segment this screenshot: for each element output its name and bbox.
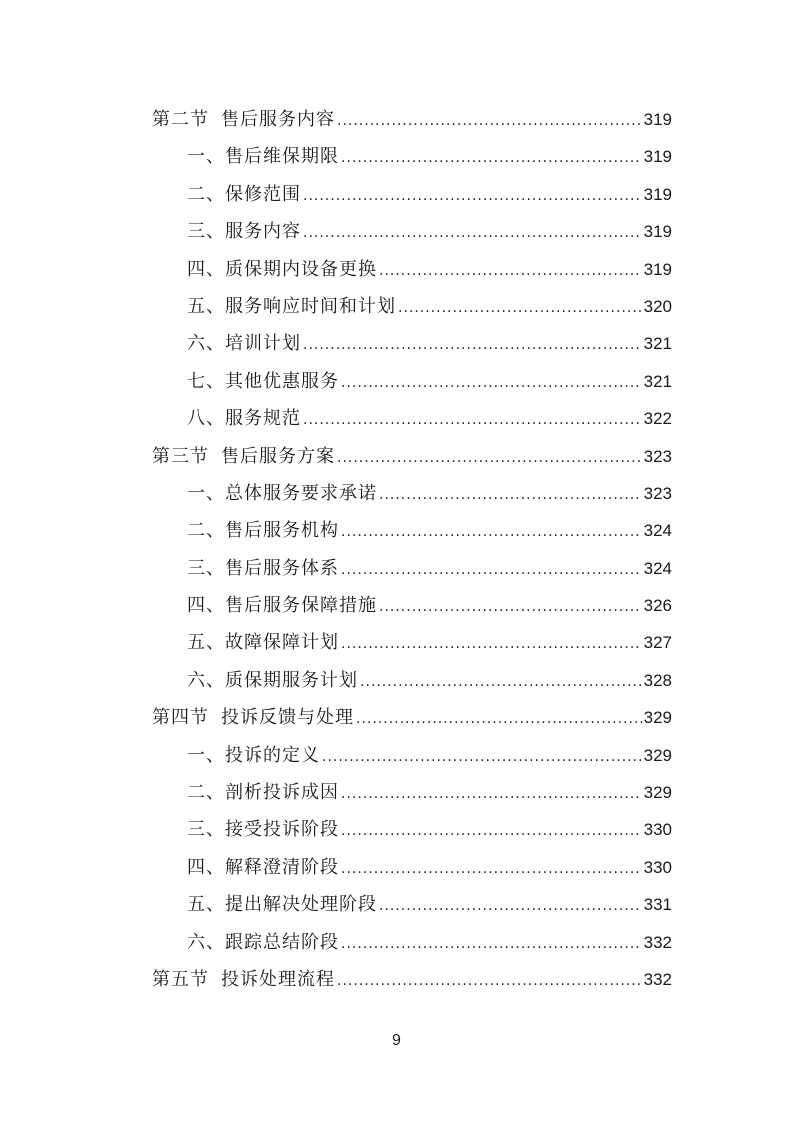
toc-entry-label bbox=[187, 662, 358, 699]
toc-entry-label bbox=[187, 176, 301, 213]
toc-entry-title: 质保期内设备更换 bbox=[225, 258, 377, 280]
toc-entry-number: 六、 bbox=[187, 669, 225, 691]
toc-entry-page: 321 bbox=[643, 371, 672, 391]
dot-leader bbox=[303, 402, 642, 439]
toc-entry-page: 329 bbox=[643, 745, 672, 765]
toc-entry[interactable] bbox=[152, 512, 672, 549]
toc-entry-label bbox=[152, 961, 335, 998]
toc-entry-number: 二、 bbox=[187, 782, 225, 804]
dot-leader bbox=[303, 327, 642, 364]
toc-entry-page: 330 bbox=[643, 857, 672, 877]
toc-entry-title: 售后服务体系 bbox=[225, 557, 339, 579]
toc-entry-page: 322 bbox=[643, 409, 672, 429]
toc-entry-page: 332 bbox=[643, 932, 672, 952]
toc-entry[interactable] bbox=[152, 363, 672, 400]
toc-entry-number: 一、 bbox=[187, 744, 225, 766]
toc-entry-label bbox=[187, 737, 320, 774]
toc-entry-title: 服务规范 bbox=[225, 408, 301, 430]
dot-leader bbox=[356, 701, 642, 738]
toc-entry-page: 320 bbox=[643, 296, 672, 316]
dot-leader bbox=[341, 926, 642, 963]
dot-leader bbox=[341, 140, 642, 177]
dot-leader bbox=[379, 253, 642, 290]
toc-entry-number: 四、 bbox=[187, 595, 225, 617]
toc-entry-number: 六、 bbox=[187, 931, 225, 953]
dot-leader bbox=[303, 178, 642, 215]
toc-entry-title: 跟踪总结阶段 bbox=[225, 931, 339, 953]
toc-entry[interactable] bbox=[152, 213, 672, 250]
toc-entry-title: 售后服务机构 bbox=[225, 520, 339, 542]
toc-entry-page: 323 bbox=[643, 483, 672, 503]
toc-entry[interactable] bbox=[152, 438, 672, 475]
toc-entry-label bbox=[187, 924, 339, 961]
toc-entry-number: 一、 bbox=[187, 146, 225, 168]
toc-entry-title: 服务内容 bbox=[225, 221, 301, 243]
toc-entry-title: 服务响应时间和计划 bbox=[225, 295, 396, 317]
toc-entry-page: 329 bbox=[643, 708, 672, 728]
toc-entry-label bbox=[187, 811, 339, 848]
toc-entry-page: 319 bbox=[643, 259, 672, 279]
toc-entry-page: 321 bbox=[643, 334, 672, 354]
toc-entry-number: 四、 bbox=[187, 856, 225, 878]
toc-entry-page: 319 bbox=[643, 222, 672, 242]
toc-entry-page: 330 bbox=[643, 820, 672, 840]
toc-entry[interactable] bbox=[152, 325, 672, 362]
toc-entry-label bbox=[187, 550, 339, 587]
dot-leader bbox=[379, 477, 642, 514]
toc-entry[interactable] bbox=[152, 251, 672, 288]
toc-entry[interactable] bbox=[152, 475, 672, 512]
toc-entry-label bbox=[187, 587, 377, 624]
toc-entry-title: 培训计划 bbox=[225, 333, 301, 355]
toc-entry-title: 保修范围 bbox=[225, 183, 301, 205]
toc-entry-title: 投诉处理流程 bbox=[221, 968, 335, 990]
toc-entry-number: 三、 bbox=[187, 557, 225, 579]
toc-entry[interactable] bbox=[152, 176, 672, 213]
toc-entry[interactable] bbox=[152, 587, 672, 624]
toc-entry[interactable] bbox=[152, 101, 672, 138]
toc-entry-page: 332 bbox=[643, 969, 672, 989]
toc-entry-number: 六、 bbox=[187, 333, 225, 355]
toc-entry-number: 三、 bbox=[187, 221, 225, 243]
dot-leader bbox=[337, 963, 642, 1000]
toc-entry-title: 售后维保期限 bbox=[225, 146, 339, 168]
toc-entry-label bbox=[187, 400, 301, 437]
toc-entry-label bbox=[187, 138, 339, 175]
toc-entry-page: 327 bbox=[643, 633, 672, 653]
dot-leader bbox=[322, 739, 642, 776]
toc-entry-page: 319 bbox=[643, 184, 672, 204]
toc-entry-label bbox=[187, 512, 339, 549]
dot-leader bbox=[360, 664, 642, 701]
toc-entry-title: 提出解决处理阶段 bbox=[225, 894, 377, 916]
toc-entry[interactable] bbox=[152, 849, 672, 886]
toc-entry-label bbox=[152, 699, 354, 736]
toc-entry-title: 其他优惠服务 bbox=[225, 370, 339, 392]
dot-leader bbox=[341, 514, 642, 551]
toc-entry-label bbox=[187, 288, 396, 325]
toc-entry[interactable] bbox=[152, 288, 672, 325]
dot-leader bbox=[337, 440, 642, 477]
toc-entry-number: 第五节 bbox=[152, 968, 209, 990]
dot-leader bbox=[379, 888, 642, 925]
toc-entry-number: 七、 bbox=[187, 370, 225, 392]
toc-entry-title: 售后服务保障措施 bbox=[225, 595, 377, 617]
page-number: 9 bbox=[392, 1032, 401, 1049]
toc-entry-label bbox=[187, 363, 339, 400]
toc-entry-label bbox=[152, 101, 335, 138]
toc-entry-page: 319 bbox=[643, 147, 672, 167]
toc-entry[interactable] bbox=[152, 811, 672, 848]
toc-entry-number: 四、 bbox=[187, 258, 225, 280]
toc-entry-title: 售后服务内容 bbox=[221, 109, 335, 130]
toc-entry[interactable] bbox=[152, 400, 672, 437]
dot-leader bbox=[303, 215, 642, 252]
toc-entry-number: 五、 bbox=[187, 894, 225, 916]
dot-leader bbox=[341, 776, 642, 813]
toc-entry-page: 326 bbox=[643, 596, 672, 616]
toc-entry-page: 324 bbox=[643, 558, 672, 578]
toc-entry[interactable] bbox=[152, 662, 672, 699]
toc-entry-title: 总体服务要求承诺 bbox=[225, 482, 377, 504]
toc-entry-page: 323 bbox=[643, 446, 672, 466]
dot-leader bbox=[341, 626, 642, 663]
toc-entry[interactable] bbox=[152, 961, 672, 998]
toc-entry-title: 接受投诉阶段 bbox=[225, 819, 339, 841]
toc-entry-number: 第三节 bbox=[152, 445, 209, 467]
toc-entry-label bbox=[187, 475, 377, 512]
toc-entry-label bbox=[187, 213, 301, 250]
table-of-contents bbox=[152, 101, 672, 998]
toc-entry-number: 二、 bbox=[187, 520, 225, 542]
toc-entry[interactable] bbox=[152, 138, 672, 175]
toc-entry-label bbox=[187, 624, 339, 661]
toc-entry[interactable] bbox=[152, 886, 672, 923]
toc-entry-title: 故障保障计划 bbox=[225, 632, 339, 654]
toc-entry-label bbox=[187, 774, 339, 811]
toc-entry-label bbox=[152, 438, 335, 475]
dot-leader bbox=[341, 365, 642, 402]
toc-entry-page: 319 bbox=[643, 110, 672, 129]
toc-entry-title: 投诉反馈与处理 bbox=[221, 707, 354, 729]
dot-leader bbox=[341, 813, 642, 850]
toc-entry[interactable] bbox=[152, 624, 672, 661]
toc-entry[interactable] bbox=[152, 550, 672, 587]
toc-entry-number: 第二节 bbox=[152, 109, 209, 130]
toc-entry-number: 三、 bbox=[187, 819, 225, 841]
toc-entry-title: 解释澄清阶段 bbox=[225, 856, 339, 878]
toc-entry[interactable] bbox=[152, 924, 672, 961]
toc-entry-label bbox=[187, 325, 301, 362]
toc-entry-page: 329 bbox=[643, 783, 672, 803]
toc-entry-label bbox=[187, 251, 377, 288]
dot-leader bbox=[398, 290, 642, 327]
toc-entry[interactable] bbox=[152, 774, 672, 811]
dot-leader bbox=[341, 552, 642, 589]
toc-entry[interactable] bbox=[152, 737, 672, 774]
toc-entry-number: 一、 bbox=[187, 482, 225, 504]
toc-entry-label bbox=[187, 849, 339, 886]
dot-leader bbox=[337, 103, 642, 140]
toc-entry-title: 剖析投诉成因 bbox=[225, 782, 339, 804]
toc-entry-title: 投诉的定义 bbox=[225, 744, 320, 766]
toc-entry-label bbox=[187, 886, 377, 923]
toc-entry-number: 五、 bbox=[187, 295, 225, 317]
dot-leader bbox=[379, 589, 642, 626]
toc-entry-title: 售后服务方案 bbox=[221, 445, 335, 467]
toc-entry-number: 二、 bbox=[187, 183, 225, 205]
toc-entry-page: 331 bbox=[643, 895, 672, 915]
toc-entry[interactable] bbox=[152, 699, 672, 736]
dot-leader bbox=[341, 851, 642, 888]
toc-entry-number: 八、 bbox=[187, 408, 225, 430]
toc-entry-title: 质保期服务计划 bbox=[225, 669, 358, 691]
toc-entry-page: 324 bbox=[643, 521, 672, 541]
toc-entry-page: 328 bbox=[643, 670, 672, 690]
toc-entry-number: 第四节 bbox=[152, 707, 209, 729]
toc-entry-number: 五、 bbox=[187, 632, 225, 654]
